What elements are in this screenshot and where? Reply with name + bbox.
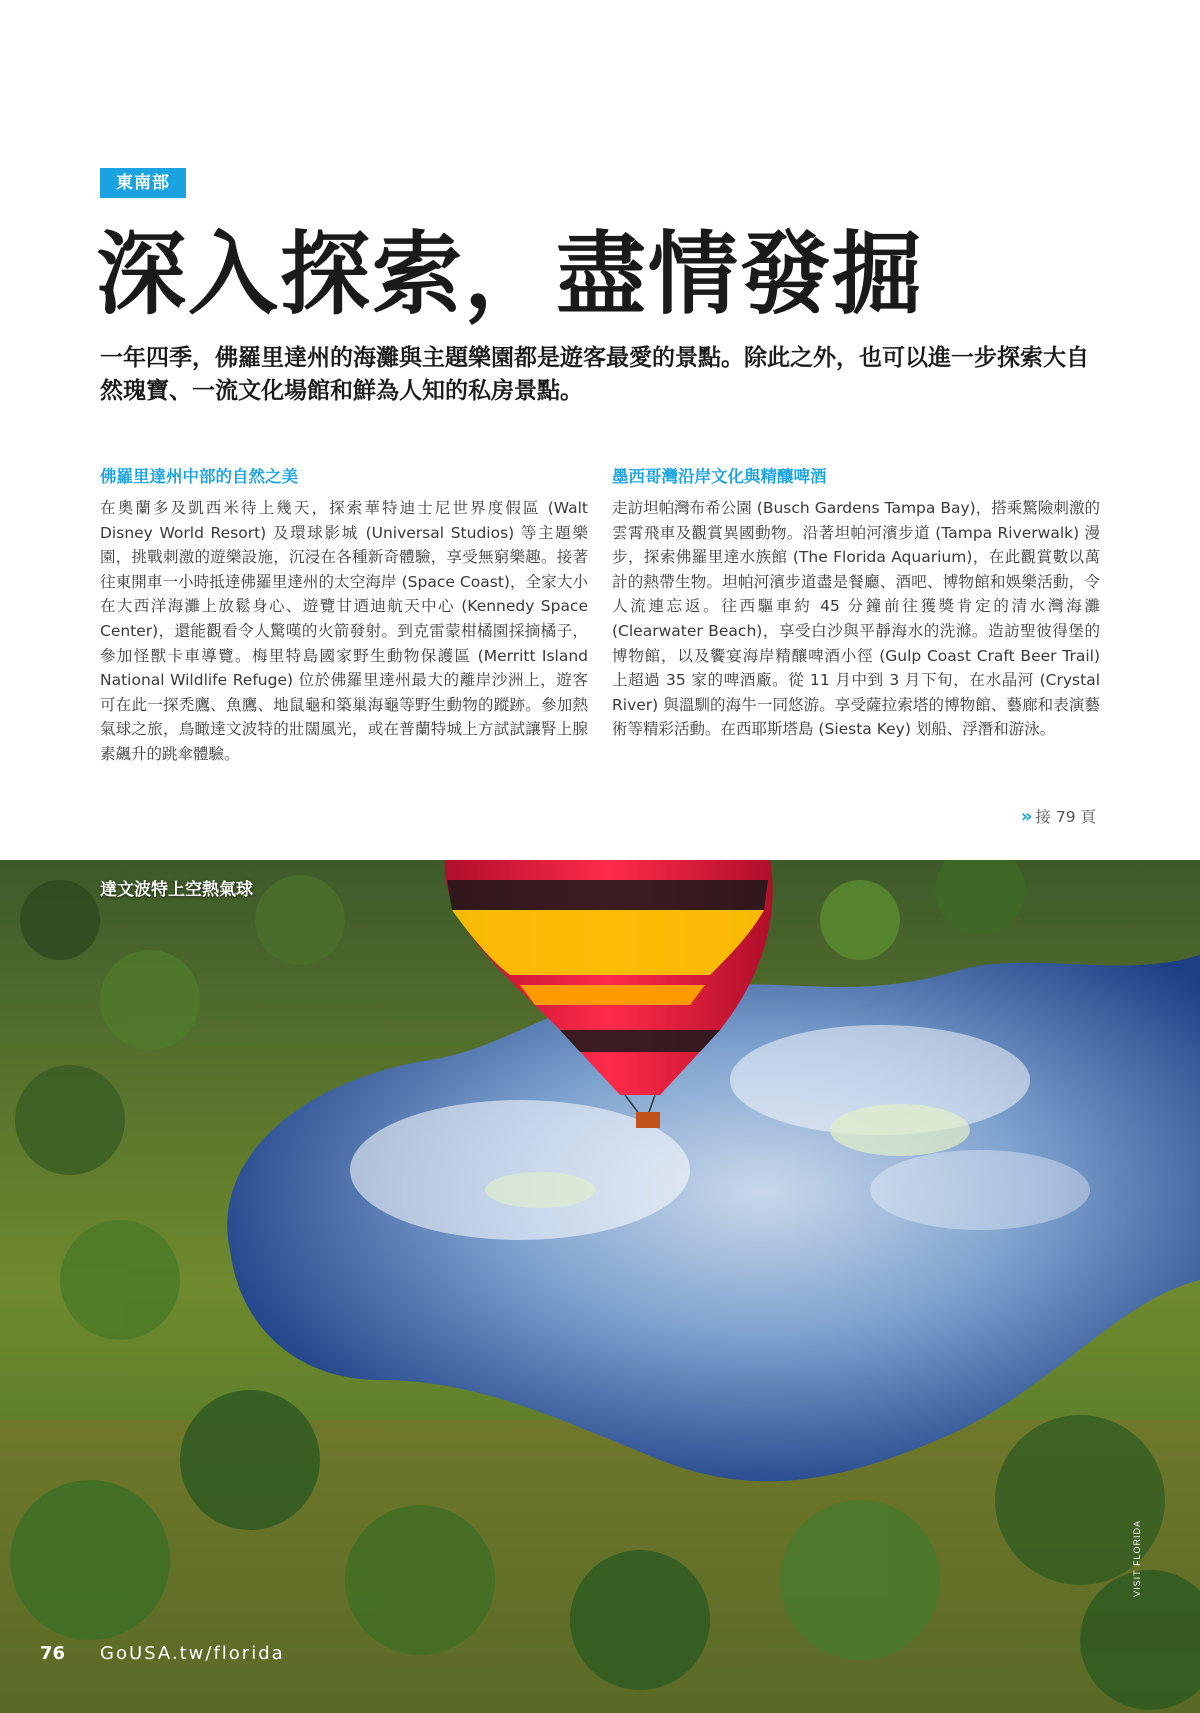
photo-credit: VISIT FLORIDA	[1132, 1520, 1142, 1597]
column-title: 墨西哥灣沿岸文化與精釀啤酒	[612, 467, 827, 486]
page-title: 深入探索，盡情發掘	[96, 222, 924, 327]
column-body: 在奧蘭多及凱西米待上幾天，探索華特迪士尼世界度假區 (Walt Disney World Resort) 及環球影城 (Universal Studios) 等主題樂園，挑戰刺激的遊樂設施，沉浸在各種新奇體驗，享受無窮樂趣。接著往東開車一小時抵達佛羅里達州的太空海岸 (Space Coast)，全家大小在大西洋海灘上放鬆身心、遊覽甘迺迪航天中心 (Kennedy Space Center)，還能觀看令人驚嘆的火箭發射。到克雷蒙柑橘園採摘橘子，參加怪獸卡車導覽。梅里特島國家野生動物保護區 (Merritt Island National Wildlife Refuge) 位於佛羅里達州最大的離岸沙洲上，遊客可在此一探禿鷹、魚鷹、地鼠龜和築巢海龜等野生動物的蹤跡。參加熱氣球之旅，鳥瞰達文波特的壯闊風光，或在普蘭特城上方試試讓腎上腺素飆升的跳傘體驗。	[100, 499, 588, 763]
page-number: 76	[40, 1643, 66, 1664]
aerial-lake-illustration	[0, 860, 1200, 1713]
lead-paragraph: 一年四季，佛羅里達州的海灘與主題樂園都是遊客最愛的景點。除此之外，也可以進一步探索大自然瑰寶、一流文化場館和鮮為人知的私房景點。	[100, 345, 1089, 404]
footer-url[interactable]: GoUSA.tw/florida	[100, 1643, 285, 1664]
section-tag: 東南部	[100, 168, 186, 198]
article-column-central-florida	[100, 464, 588, 767]
continue-label: 接 79 頁	[1035, 808, 1096, 826]
photo-caption: 達文波特上空熱氣球	[100, 880, 253, 900]
double-chevron-icon: »	[1020, 806, 1030, 827]
article-column-gulf-coast	[612, 464, 1100, 742]
lily-pads	[830, 1104, 970, 1156]
column-title: 佛羅里達州中部的自然之美	[100, 467, 298, 486]
hot-air-balloon-photo	[0, 860, 1200, 1713]
column-body: 走訪坦帕灣布希公園 (Busch Gardens Tampa Bay)，搭乘驚險刺激的雲霄飛車及觀賞異國動物。沿著坦帕河濱步道 (Tampa Riverwalk) 漫步，探索佛羅里達水族館 (The Florida Aquarium)，在此觀賞數以萬計的熱帶生物。坦帕河濱步道盡是餐廳、酒吧、博物館和娛樂活動，令人流連忘返。往西驅車約 45 分鐘前往獲獎肯定的清水灣海灘 (Clearwater Beach)，享受白沙與平靜海水的洗滌。造訪聖彼得堡的博物館，以及饗宴海岸精釀啤酒小徑 (Gulp Coast Craft Beer Trail) 上超過 35 家的啤酒廠。從 11 月中到 3 月下旬，在水晶河 (Crystal River) 與溫馴的海牛一同悠游。享受薩拉索塔的博物館、藝廊和表演藝術等精彩活動。在西耶斯塔島 (Siesta Key) 划船、浮潛和游泳。	[612, 499, 1100, 739]
continue-link[interactable]	[1021, 804, 1096, 830]
balloon-basket	[636, 1112, 660, 1128]
